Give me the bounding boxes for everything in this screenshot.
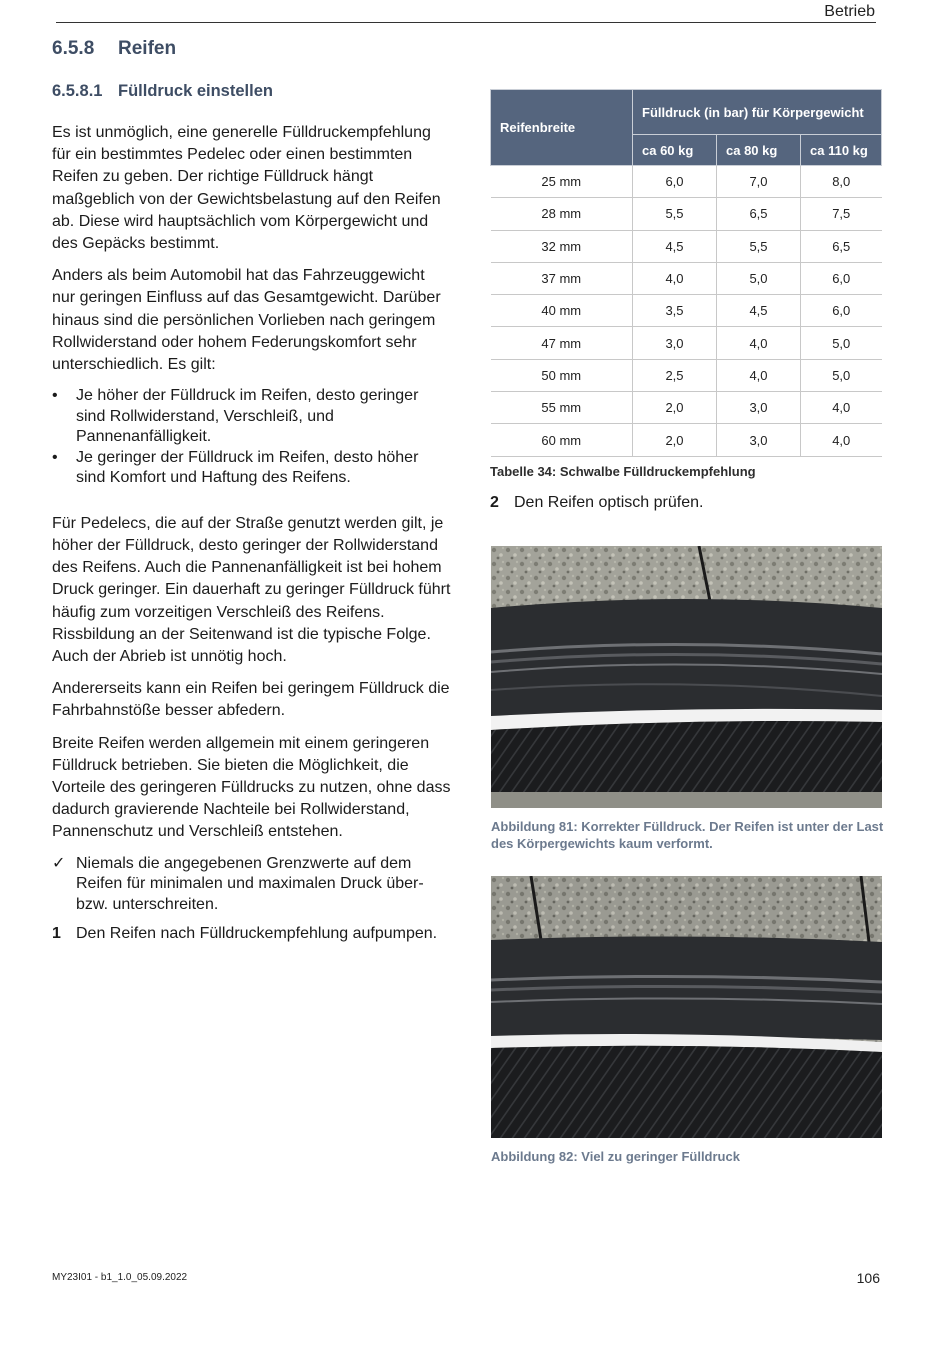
subsection-number: 6.5.8.1 xyxy=(52,82,103,100)
table-cell: 7,0 xyxy=(717,166,801,198)
table-row xyxy=(491,230,882,262)
bullet-dot: • xyxy=(52,387,58,405)
pressure-table xyxy=(490,89,882,457)
table-cell: 2,0 xyxy=(633,424,717,456)
section-heading xyxy=(52,38,176,60)
table-cell: 3,0 xyxy=(633,327,717,359)
precondition-text: Niemals die angegebenen Grenzwerte auf dem Reifen für minimalen und maximalen Druck über- bzw. unterschreiten. xyxy=(76,854,424,913)
column-header-weight: ca 110 kg xyxy=(801,135,882,166)
column-header-group: Fülldruck (in bar) für Körpergewicht xyxy=(633,90,882,135)
step-number: 2 xyxy=(490,494,499,511)
table-cell: 4,0 xyxy=(801,424,882,456)
table-cell: 4,0 xyxy=(801,392,882,424)
table-cell: 4,0 xyxy=(633,262,717,294)
tyre-photo-correct xyxy=(491,546,882,808)
page-number: 106 xyxy=(856,1270,880,1286)
precondition-item xyxy=(52,854,452,916)
table-cell: 2,5 xyxy=(633,359,717,391)
step-text: Den Reifen nach Fülldruckempfehlung aufpumpen. xyxy=(76,925,438,943)
header-rule xyxy=(56,22,876,23)
table-cell: 28 mm xyxy=(491,198,633,230)
table-cell: 4,0 xyxy=(717,327,801,359)
table-cell: 37 mm xyxy=(491,262,633,294)
table-cell: 3,5 xyxy=(633,295,717,327)
table-cell: 2,0 xyxy=(633,392,717,424)
column-header-width: Reifenbreite xyxy=(491,90,633,166)
table-row xyxy=(491,424,882,456)
paragraph-4: Andererseits kann ein Reifen bei geringem Fülldruck die Fahrbahnstöße besser abfedern. xyxy=(52,680,450,720)
bullet-text: Je geringer der Fülldruck im Reifen, desto höher sind Komfort und Haftung des Reifens. xyxy=(76,448,419,487)
bullet-text: Je höher der Fülldruck im Reifen, desto geringer sind Rollwiderstand, Verschleiß, und Pannenanfälligkeit. xyxy=(76,387,419,446)
table-cell: 47 mm xyxy=(491,327,633,359)
subsection-heading xyxy=(52,82,273,101)
step-number: 1 xyxy=(52,925,61,943)
table-cell: 6,0 xyxy=(801,295,882,327)
table-cell: 5,0 xyxy=(801,327,882,359)
table-row xyxy=(491,295,882,327)
bullet-item xyxy=(52,448,452,489)
paragraph-2: Anders als beim Automobil hat das Fahrzeuggewicht nur geringen Einfluss auf das Gesamtgewicht. Darüber hinaus sind die persönlichen Vorlieben nach geringem Rollwiderstand oder hohem Federungskomfort sehr unterschiedlich. Es gilt: xyxy=(52,267,441,374)
document-id: MY23I01 - b1_1.0_05.09.2022 xyxy=(52,1272,188,1283)
table-cell: 8,0 xyxy=(801,166,882,198)
table-cell: 60 mm xyxy=(491,424,633,456)
table-cell: 3,0 xyxy=(717,392,801,424)
figure-caption: Abbildung 82: Viel zu geringer Fülldruck xyxy=(491,1149,740,1164)
table-caption: Tabelle 34: Schwalbe Fülldruckempfehlung xyxy=(490,464,756,479)
subsection-title: Fülldruck einstellen xyxy=(118,82,273,100)
table-row xyxy=(491,392,882,424)
header-title: Betrieb xyxy=(824,3,875,20)
table-cell: 25 mm xyxy=(491,166,633,198)
table-cell: 3,0 xyxy=(717,424,801,456)
step-1 xyxy=(52,924,452,945)
table-cell: 5,0 xyxy=(717,262,801,294)
table-cell: 7,5 xyxy=(801,198,882,230)
column-header-weight: ca 80 kg xyxy=(717,135,801,166)
table-cell: 4,5 xyxy=(717,295,801,327)
column-header-weight: ca 60 kg xyxy=(633,135,717,166)
tyre-photo-low-pressure xyxy=(491,876,882,1138)
bullet-item xyxy=(52,386,452,448)
table-cell: 40 mm xyxy=(491,295,633,327)
table-cell: 6,5 xyxy=(717,198,801,230)
paragraph-5: Breite Reifen werden allgemein mit einem geringeren Fülldruck betrieben. Sie bieten die Möglichkeit, die Vorteile des geringeren Fülldrucks zu nutzen, ohne dass dadurch gravierende Nachteile bei Rollwiderstand, Pannenschutz und Verschleiß entstehen. xyxy=(52,734,451,841)
table-cell: 4,0 xyxy=(717,359,801,391)
table-cell: 6,5 xyxy=(801,230,882,262)
table-row xyxy=(491,198,882,230)
table-cell: 5,5 xyxy=(633,198,717,230)
paragraph-3: Für Pedelecs, die auf der Straße genutzt werden gilt, je höher der Fülldruck, desto geringer der Rollwiderstand des Reifens. Auch die Pannenanfälligkeit ist bei hohem Druck geringer. Ein dauerhaft zu geringer Fülldruck führt häufig zum vorzeitigen Verschleiß des Reifens. Rissbildung an der Seitenwand ist die typische Folge. Auch der Abrieb ist unnötig hoch. xyxy=(52,514,451,665)
bullet-list xyxy=(52,386,452,489)
section-number: 6.5.8 xyxy=(52,38,95,59)
bullet-dot: • xyxy=(52,448,58,466)
left-column xyxy=(52,122,452,954)
table-cell: 6,0 xyxy=(801,262,882,294)
table-cell: 5,0 xyxy=(801,359,882,391)
table-row xyxy=(491,327,882,359)
checkmark-icon: ✓ xyxy=(52,854,66,872)
table-row xyxy=(491,166,882,198)
paragraph-1: Es ist unmöglich, eine generelle Fülldruckempfehlung für ein bestimmtes Pedelec oder einen bestimmten Reifen zu geben. Der richtige Fülldruck hängt maßgeblich von der Gewichtsbelastung auf den Reifen ab. Diese wird hauptsächlich vom Körpergewicht und des Gepäcks bestimmt. xyxy=(52,124,441,253)
table-cell: 6,0 xyxy=(633,166,717,198)
table-cell: 32 mm xyxy=(491,230,633,262)
table-cell: 50 mm xyxy=(491,359,633,391)
table-cell: 55 mm xyxy=(491,392,633,424)
section-title: Reifen xyxy=(118,38,177,59)
table-row xyxy=(491,359,882,391)
figure-caption: Abbildung 81: Korrekter Fülldruck. Der Reifen ist unter der Last des Körpergewichts kaum verformt. xyxy=(491,819,884,851)
table-row xyxy=(491,262,882,294)
table-cell: 5,5 xyxy=(717,230,801,262)
step-2 xyxy=(490,494,703,512)
step-text: Den Reifen optisch prüfen. xyxy=(514,494,704,511)
table-cell: 4,5 xyxy=(633,230,717,262)
